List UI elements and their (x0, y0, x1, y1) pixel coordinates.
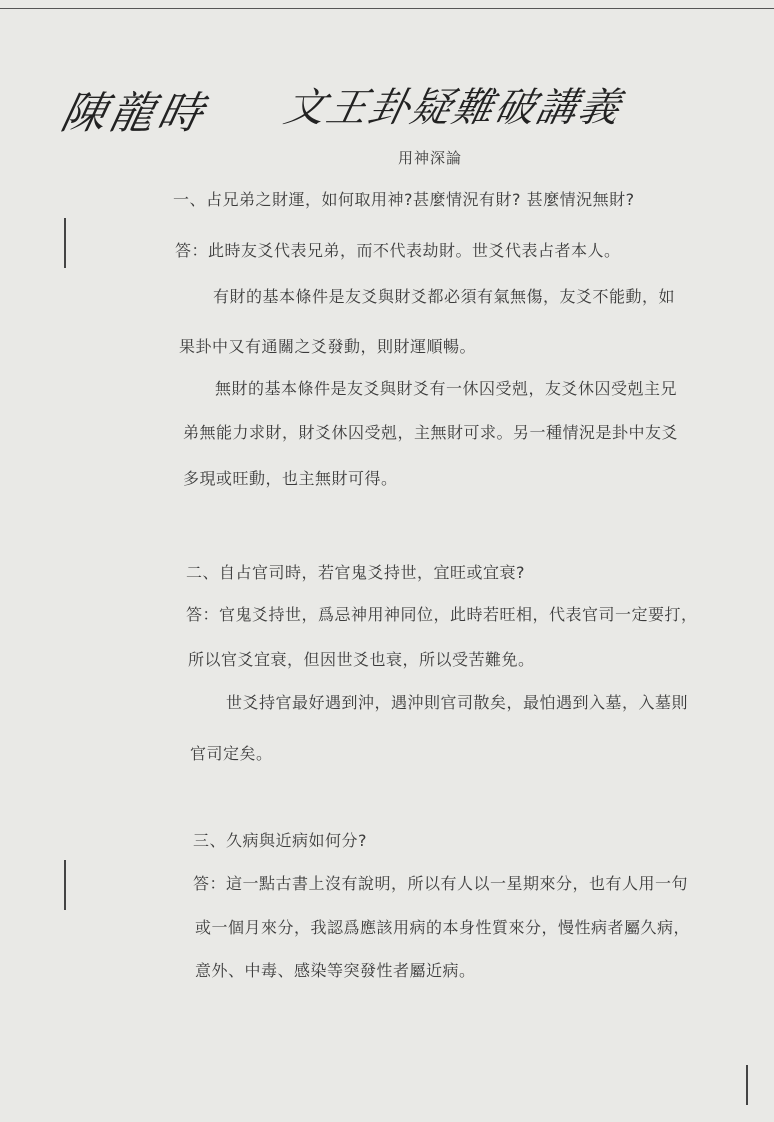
answer-line: 答：此時友爻代表兄弟，而不代表劫財。世爻代表占者本人。 (175, 241, 621, 260)
answer-line: 有財的基本條件是友爻與財爻都必須有氣無傷，友爻不能動，如 (213, 287, 676, 306)
scan-mark (64, 860, 66, 910)
answer-line: 或一個月來分，我認爲應該用病的本身性質來分，慢性病者屬久病， (195, 918, 691, 937)
question-2: 二、自占官司時，若官鬼爻持世，宜旺或宜衰? (186, 563, 525, 582)
scan-mark (64, 218, 66, 268)
answer-line: 答：這一點古書上沒有說明，所以有人以一星期來分，也有人用一句 (193, 874, 689, 893)
answer-line: 果卦中又有通關之爻發動，則財運順暢。 (179, 337, 477, 356)
answer-line: 官司定矣。 (190, 744, 273, 763)
answer-line: 答：官鬼爻持世，爲忌神用神同位，此時若旺相，代表官司一定要打， (186, 605, 698, 624)
answer-line: 意外、中毒、感染等突發性者屬近病。 (195, 961, 476, 980)
answer-line: 多現或旺動，也主無財可得。 (183, 469, 398, 488)
handwritten-name: 陳龍時 (56, 88, 212, 139)
answer-line: 世爻持官最好遇到沖，遇沖則官司散矣，最怕遇到入墓，入墓則 (226, 693, 689, 712)
answer-line: 無財的基本條件是友爻與財爻有一休囚受剋，友爻休囚受剋主兄 (215, 379, 678, 398)
handwritten-course-title: 文王卦疑難破講義 (280, 85, 626, 131)
scan-mark (746, 1065, 748, 1105)
question-3: 三、久病與近病如何分? (193, 831, 367, 850)
answer-line: 弟無能力求財，財爻休囚受剋，主無財可求。另一種情況是卦中友爻 (183, 423, 679, 442)
question-1: 一、占兄弟之財運，如何取用神?甚麼情況有財? 甚麼情況無財? (173, 190, 635, 209)
document-title: 用神深論 (398, 149, 463, 167)
scan-edge-line (0, 8, 774, 9)
answer-line: 所以官爻宜衰，但因世爻也衰，所以受苦難免。 (188, 650, 535, 669)
